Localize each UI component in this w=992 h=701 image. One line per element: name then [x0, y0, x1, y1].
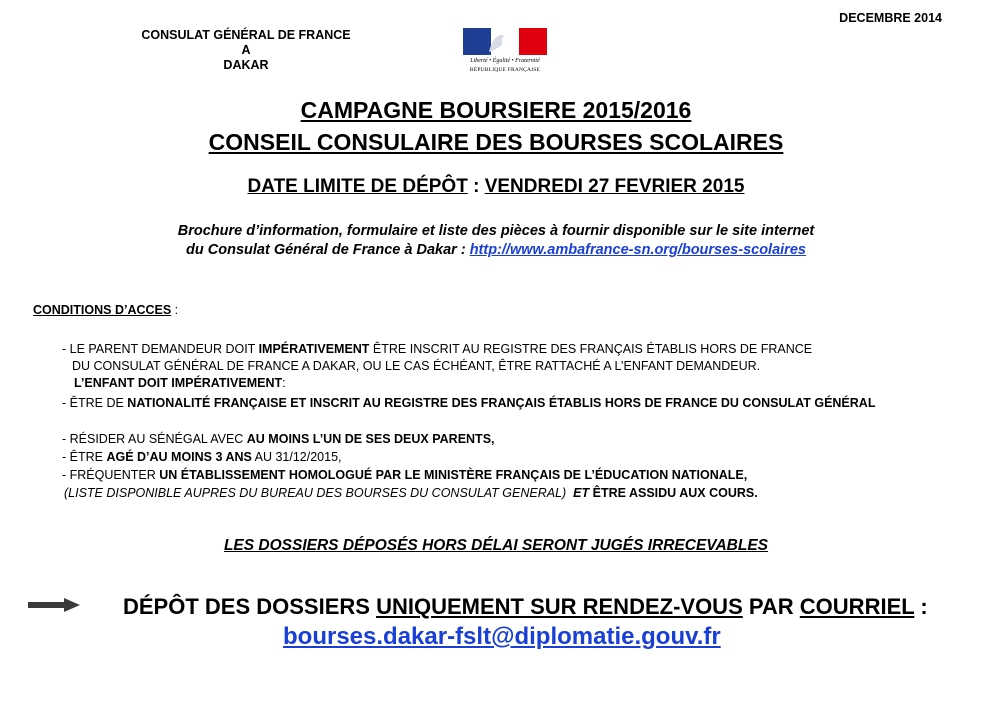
condition-school-line2	[64, 485, 944, 502]
consulate-line: A	[241, 43, 251, 57]
condition-text: - LE PARENT DEMANDEUR DOIT	[62, 342, 259, 356]
late-submission-warning: LES DOSSIERS DÉPOSÉS HORS DÉLAI SERONT JUGÉS IRRECEVABLES	[223, 537, 769, 554]
condition-emphasis: AGÉ D’AU MOINS 3 ANS	[106, 450, 252, 464]
condition-school	[62, 467, 942, 484]
right-arrow-icon	[28, 598, 80, 612]
document-date: DECEMBRE 2014	[839, 11, 942, 25]
info-line	[0, 241, 992, 260]
condition-text: - ÊTRE	[62, 450, 107, 464]
info-prefix: du Consulat Général de France à Dakar :	[186, 242, 470, 258]
conditions-heading-label: CONDITIONS D’ACCES	[33, 303, 172, 317]
child-heading	[74, 375, 954, 392]
condition-text: - ÊTRE DE	[62, 396, 128, 410]
condition-emphasis: ÊTRE ASSIDU AUX COURS.	[589, 486, 758, 500]
condition-emphasis: AU MOINS L’UN DE SES DEUX PARENTS,	[246, 432, 495, 446]
condition-emphasis: UN ÉTABLISSEMENT HOMOLOGUÉ PAR LE MINISTÈRE FRANÇAIS DE L’ÉDUCATION NATIONALE,	[159, 468, 748, 482]
depot-email-label: COURRIEL	[799, 594, 915, 619]
deadline-date: VENDREDI 27 FEVRIER 2015	[484, 176, 745, 197]
depot-text: :	[914, 594, 928, 619]
deadline	[0, 176, 992, 198]
condition-italic-note: (LISTE DISPONIBLE AUPRES DU BUREAU DES BOURSES DU CONSULAT GENERAL)	[64, 486, 567, 500]
condition-age	[62, 449, 942, 466]
condition-emphasis: NATIONALITÉ FRANÇAISE ET INSCRIT AU REGISTRE DES FRANÇAIS ÉTABLIS HORS DE FRANCE DU CONSULAT GÉNÉRAL	[127, 396, 876, 410]
contact-email-link[interactable]: bourses.dakar-fslt@diplomatie.gouv.fr	[283, 623, 721, 650]
marianne-profile-icon	[483, 28, 511, 55]
conditions-heading	[33, 303, 178, 317]
condition-text: - FRÉQUENTER	[62, 468, 160, 482]
depot-appointment: UNIQUEMENT SUR RENDEZ-VOUS	[376, 594, 743, 619]
info-line: Brochure d’information, formulaire et liste des pièces à fournir disponible sur le site internet	[177, 223, 815, 239]
conditions-heading-suffix: :	[171, 303, 179, 317]
condition-nationality	[62, 395, 942, 412]
depot-text: DÉPÔT DES DOSSIERS	[123, 594, 377, 619]
republique-francaise-logo	[462, 28, 548, 80]
condition-text: ÊTRE INSCRIT AU REGISTRE DES FRANÇAIS ÉTABLIS HORS DE FRANCE	[369, 342, 813, 356]
condition-emphasis: IMPÉRATIVEMENT	[258, 342, 370, 356]
condition-text: - RÉSIDER AU SÉNÉGAL AVEC	[62, 432, 247, 446]
website-link[interactable]: http://www.ambafrance-sn.org/bourses-scolaires	[469, 242, 806, 258]
tricolor-flag-icon	[463, 28, 547, 55]
info-paragraph	[0, 222, 992, 260]
condition-parent-line2: DU CONSULAT GÉNÉRAL DE FRANCE A DAKAR, OU LE CAS ÉCHÉANT, ÊTRE RATTACHÉ A L’ENFANT DEMANDEUR.	[72, 359, 761, 373]
campaign-title: CAMPAGNE BOURSIERE 2015/2016	[300, 97, 692, 123]
deadline-label: DATE LIMITE DE DÉPÔT	[247, 176, 468, 197]
logo-motto: Liberté • Égalité • Fraternité	[470, 58, 540, 64]
condition-text: AU 31/12/2015,	[251, 450, 342, 464]
consulate-line: CONSULAT GÉNÉRAL DE FRANCE	[141, 28, 351, 42]
consulate-name	[96, 28, 396, 73]
deadline-separator: :	[467, 176, 485, 197]
logo-republic: RÉPUBLIQUE FRANÇAISE	[469, 67, 541, 73]
submission-instructions	[123, 594, 928, 620]
consulate-line: DAKAR	[223, 58, 269, 72]
condition-et: ET	[573, 486, 590, 500]
depot-text: PAR	[742, 594, 800, 619]
condition-parent	[62, 341, 942, 358]
child-heading-label: L’ENFANT DOIT IMPÉRATIVEMENT	[74, 376, 283, 390]
child-heading-suffix: :	[282, 376, 286, 390]
council-title: CONSEIL CONSULAIRE DES BOURSES SCOLAIRES	[208, 129, 784, 155]
condition-residence	[62, 431, 942, 448]
